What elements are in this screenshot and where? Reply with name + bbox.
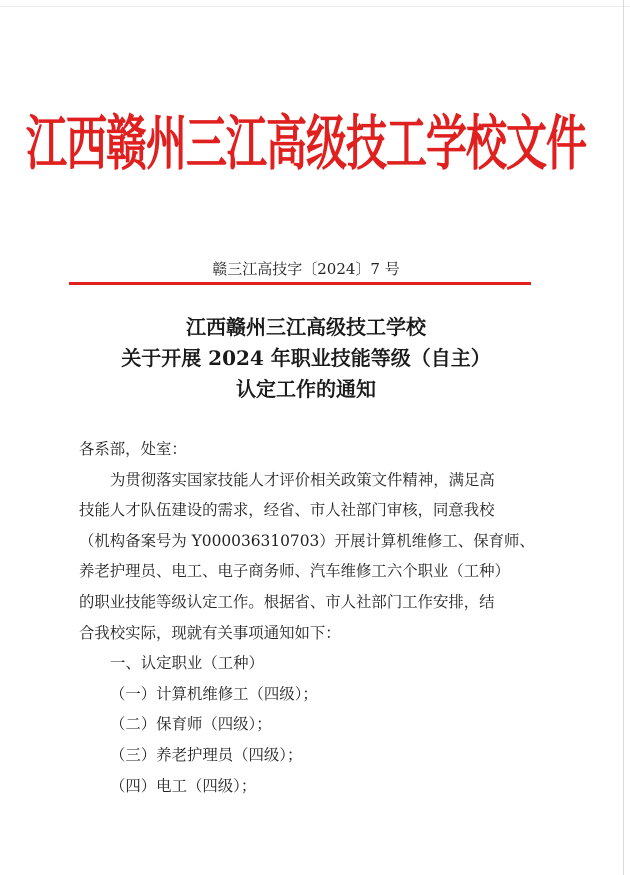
notice-title — [0, 312, 612, 405]
paragraph-line: 为贯彻落实国家技能人才评价相关政策文件精神，满足高 — [110, 470, 495, 489]
page-edge-right — [623, 0, 624, 875]
list-item: （二）保育师（四级）； — [110, 715, 272, 734]
section-heading: 一、认定职业（工种） — [110, 654, 264, 673]
paragraph-line: 技能人才队伍建设的需求，经省、市人社部门审核，同意我校 — [79, 501, 495, 520]
notice-title-line: 江西赣州三江高级技工学校 — [186, 315, 426, 339]
list-item: （四）电工（四级）； — [110, 776, 257, 795]
notice-title-line: 认定工作的通知 — [236, 377, 376, 401]
addressee: 各系部，处室： — [79, 440, 187, 458]
list-item: （一）计算机维修工（四级）； — [110, 684, 318, 703]
paragraph-line: （机构备案号为 Y000036310703）开展计算机维修工、保育师、 — [79, 531, 535, 550]
document-number: 赣三江高技字〔2024〕7 号 — [212, 260, 400, 278]
paragraph-line: 的职业技能等级认定工作。根据省、市人社部门工作安排，结 — [79, 592, 495, 611]
red-divider-line — [69, 282, 531, 285]
document-body — [79, 434, 541, 801]
paragraph-line: 养老护理员、电工、电子商务师、汽车维修工六个职业（工种） — [79, 562, 510, 581]
document-header-title: 江西赣州三江高级技工学校文件 — [26, 109, 586, 179]
paragraph-line: 合我校实际，现就有关事项通知如下： — [79, 623, 341, 642]
notice-title-line: 关于开展 2024 年职业技能等级（自主） — [121, 346, 491, 370]
list-item: （三）养老护理员（四级）； — [110, 745, 303, 764]
page-edge-top — [0, 6, 630, 7]
